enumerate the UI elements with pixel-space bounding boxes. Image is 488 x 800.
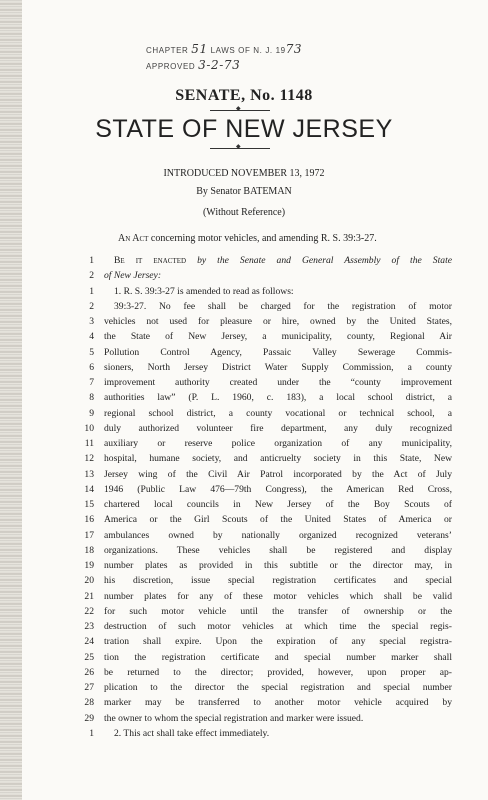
- bill-text-line: regional school district, a county vocational or technical school, a: [104, 407, 452, 419]
- line-number: 27: [84, 682, 94, 693]
- line-number: 29: [84, 712, 94, 724]
- bill-text-line: destruction of such motor vehicles at which time the special regis-: [104, 621, 452, 632]
- act-title-lead: An Act: [118, 233, 149, 244]
- line-number: 14: [84, 483, 94, 495]
- act-title-text: concerning motor vehicles, and amending R. S. 39:3-27.: [150, 233, 377, 244]
- introduced-date: INTRODUCED NOVEMBER 13, 1972: [163, 168, 325, 179]
- bill-text-line: vehicles not used for pleasure or hire, owned by the United States,: [104, 316, 452, 327]
- line-number: 23: [84, 621, 94, 632]
- line-number: 22: [84, 605, 94, 617]
- enacting-lead: Be it enacted: [114, 255, 187, 266]
- reference-note: (Without Reference): [202, 207, 286, 218]
- bill-text-line: 1. R. S. 39:3-27 is amended to read as follows:: [114, 285, 294, 297]
- line-number: 6: [89, 361, 94, 373]
- bill-text-line: auxiliary or reserve police organization of any municipality,: [104, 438, 452, 449]
- line-number: 9: [89, 407, 94, 419]
- line-number: 28: [84, 697, 94, 709]
- laws-label: LAWS OF N. J. 19: [210, 46, 286, 55]
- bill-text-line: duly authorized volunteer fire department, any duly recognized: [104, 422, 452, 434]
- bill-text-line: authorities law” (P. L. 1960, c. 183), a local school district, a: [104, 392, 452, 404]
- divider-diamond-2: ◆: [236, 144, 241, 150]
- approved-date: 3-2-73: [198, 58, 241, 72]
- state-title: STATE OF NEW JERSEY: [95, 115, 393, 143]
- line-number: 2: [89, 270, 94, 282]
- line-number: 2: [89, 300, 94, 312]
- line-number: 25: [84, 651, 94, 663]
- line-number: 5: [89, 346, 94, 358]
- chapter-label: CHAPTER: [146, 46, 189, 55]
- bill-text-line: 39:3-27. No fee shall be charged for the registration of motor: [114, 300, 452, 312]
- bill-text-line: tion the registration certificate and special number marker shall: [104, 651, 452, 663]
- bill-text-line: America or the Girl Scouts of the United States of America or: [104, 514, 452, 526]
- bill-text-line: Pollution Control Agency, Passaic Valley Sewerage Commis-: [104, 346, 452, 358]
- bill-text-line: Jersey wing of the Civil Air Patrol incorporated by the Act of July: [104, 468, 452, 480]
- bill-text-line: number plates as provided in this subtitle or the director may, in: [104, 560, 452, 571]
- line-number: 7: [89, 377, 94, 388]
- line-number: 4: [89, 331, 94, 343]
- bill-number: SENATE, No. 1148: [175, 87, 313, 104]
- bill-text-line: for such motor vehicle until the transfer of ownership or the: [104, 605, 452, 617]
- line-number: 10: [84, 422, 94, 434]
- bill-text-line: 2. This act shall take effect immediately.: [114, 727, 270, 739]
- bill-text-line: sioners, North Jersey District Water Supply Commission, a county: [104, 361, 452, 373]
- line-number: 19: [84, 560, 94, 571]
- line-number: 17: [84, 529, 94, 541]
- line-number: 21: [84, 590, 94, 602]
- bill-text-line: the State of New Jersey, a municipality, county, Regional Air: [104, 331, 452, 343]
- bill-text-line: 1946 (Public Law 476—79th Congress), the American Red Cross,: [104, 483, 452, 495]
- line-number: 1: [89, 727, 94, 739]
- line-number: 8: [89, 392, 94, 404]
- chapter-number: 51: [191, 42, 208, 56]
- line-number: 1: [89, 255, 94, 266]
- line-number: 16: [84, 514, 94, 526]
- bill-text: [104, 253, 452, 741]
- line-number: 13: [84, 468, 94, 480]
- enacting-text: by the Senate and General Assembly of the State: [197, 255, 452, 266]
- divider-diamond: ◆: [236, 106, 241, 112]
- line-number: 26: [84, 666, 94, 678]
- sponsor: By Senator BATEMAN: [196, 186, 292, 197]
- bill-text-line: marker may be transferred to another motor vehicle acquired by: [104, 697, 452, 709]
- bill-text-line: organizations. These vehicles shall be registered and display: [104, 544, 452, 556]
- line-number: 3: [89, 316, 94, 327]
- bill-text-line: improvement authority created under the “county improvement: [104, 377, 452, 388]
- bill-text-line: his discretion, issue special registration certificates and special: [104, 575, 452, 587]
- line-number: 24: [84, 636, 94, 648]
- line-number-column: [80, 253, 94, 741]
- bill-text-line: hospital, humane society, and anticruelty society in this State, New: [104, 453, 452, 465]
- bill-text-line: ambulances owned by nationally organized recognized veterans’: [104, 529, 452, 541]
- chapter-stamp: [146, 42, 302, 56]
- line-number: 1: [89, 285, 94, 297]
- laws-year: 73: [285, 42, 303, 56]
- bill-text-line: number plates for any of these motor vehicles which shall be valid: [104, 590, 452, 602]
- bill-text-line: the owner to whom the special registration and marker were issued.: [104, 712, 364, 724]
- bill-text-line: chartered local councils in New Jersey of the Boy Scouts of: [104, 499, 452, 510]
- approved-stamp: [146, 58, 240, 72]
- line-number: 15: [84, 499, 94, 510]
- bill-text-line: tration shall expire. Upon the expiration of any special registra-: [104, 636, 452, 648]
- enacting-clause-line-2: of New Jersey:: [104, 270, 162, 282]
- bill-text-line: plication to the director the special registration and special number: [104, 682, 452, 693]
- act-title: [118, 233, 377, 244]
- enacting-clause-line: [104, 253, 452, 268]
- line-number: 20: [84, 575, 94, 587]
- line-number: 18: [84, 544, 94, 556]
- bill-text-line: be returned to the director; provided, however, upon proper ap-: [104, 666, 452, 678]
- approved-label: APPROVED: [146, 62, 196, 71]
- line-number: 11: [84, 438, 94, 449]
- line-number: 12: [84, 453, 94, 465]
